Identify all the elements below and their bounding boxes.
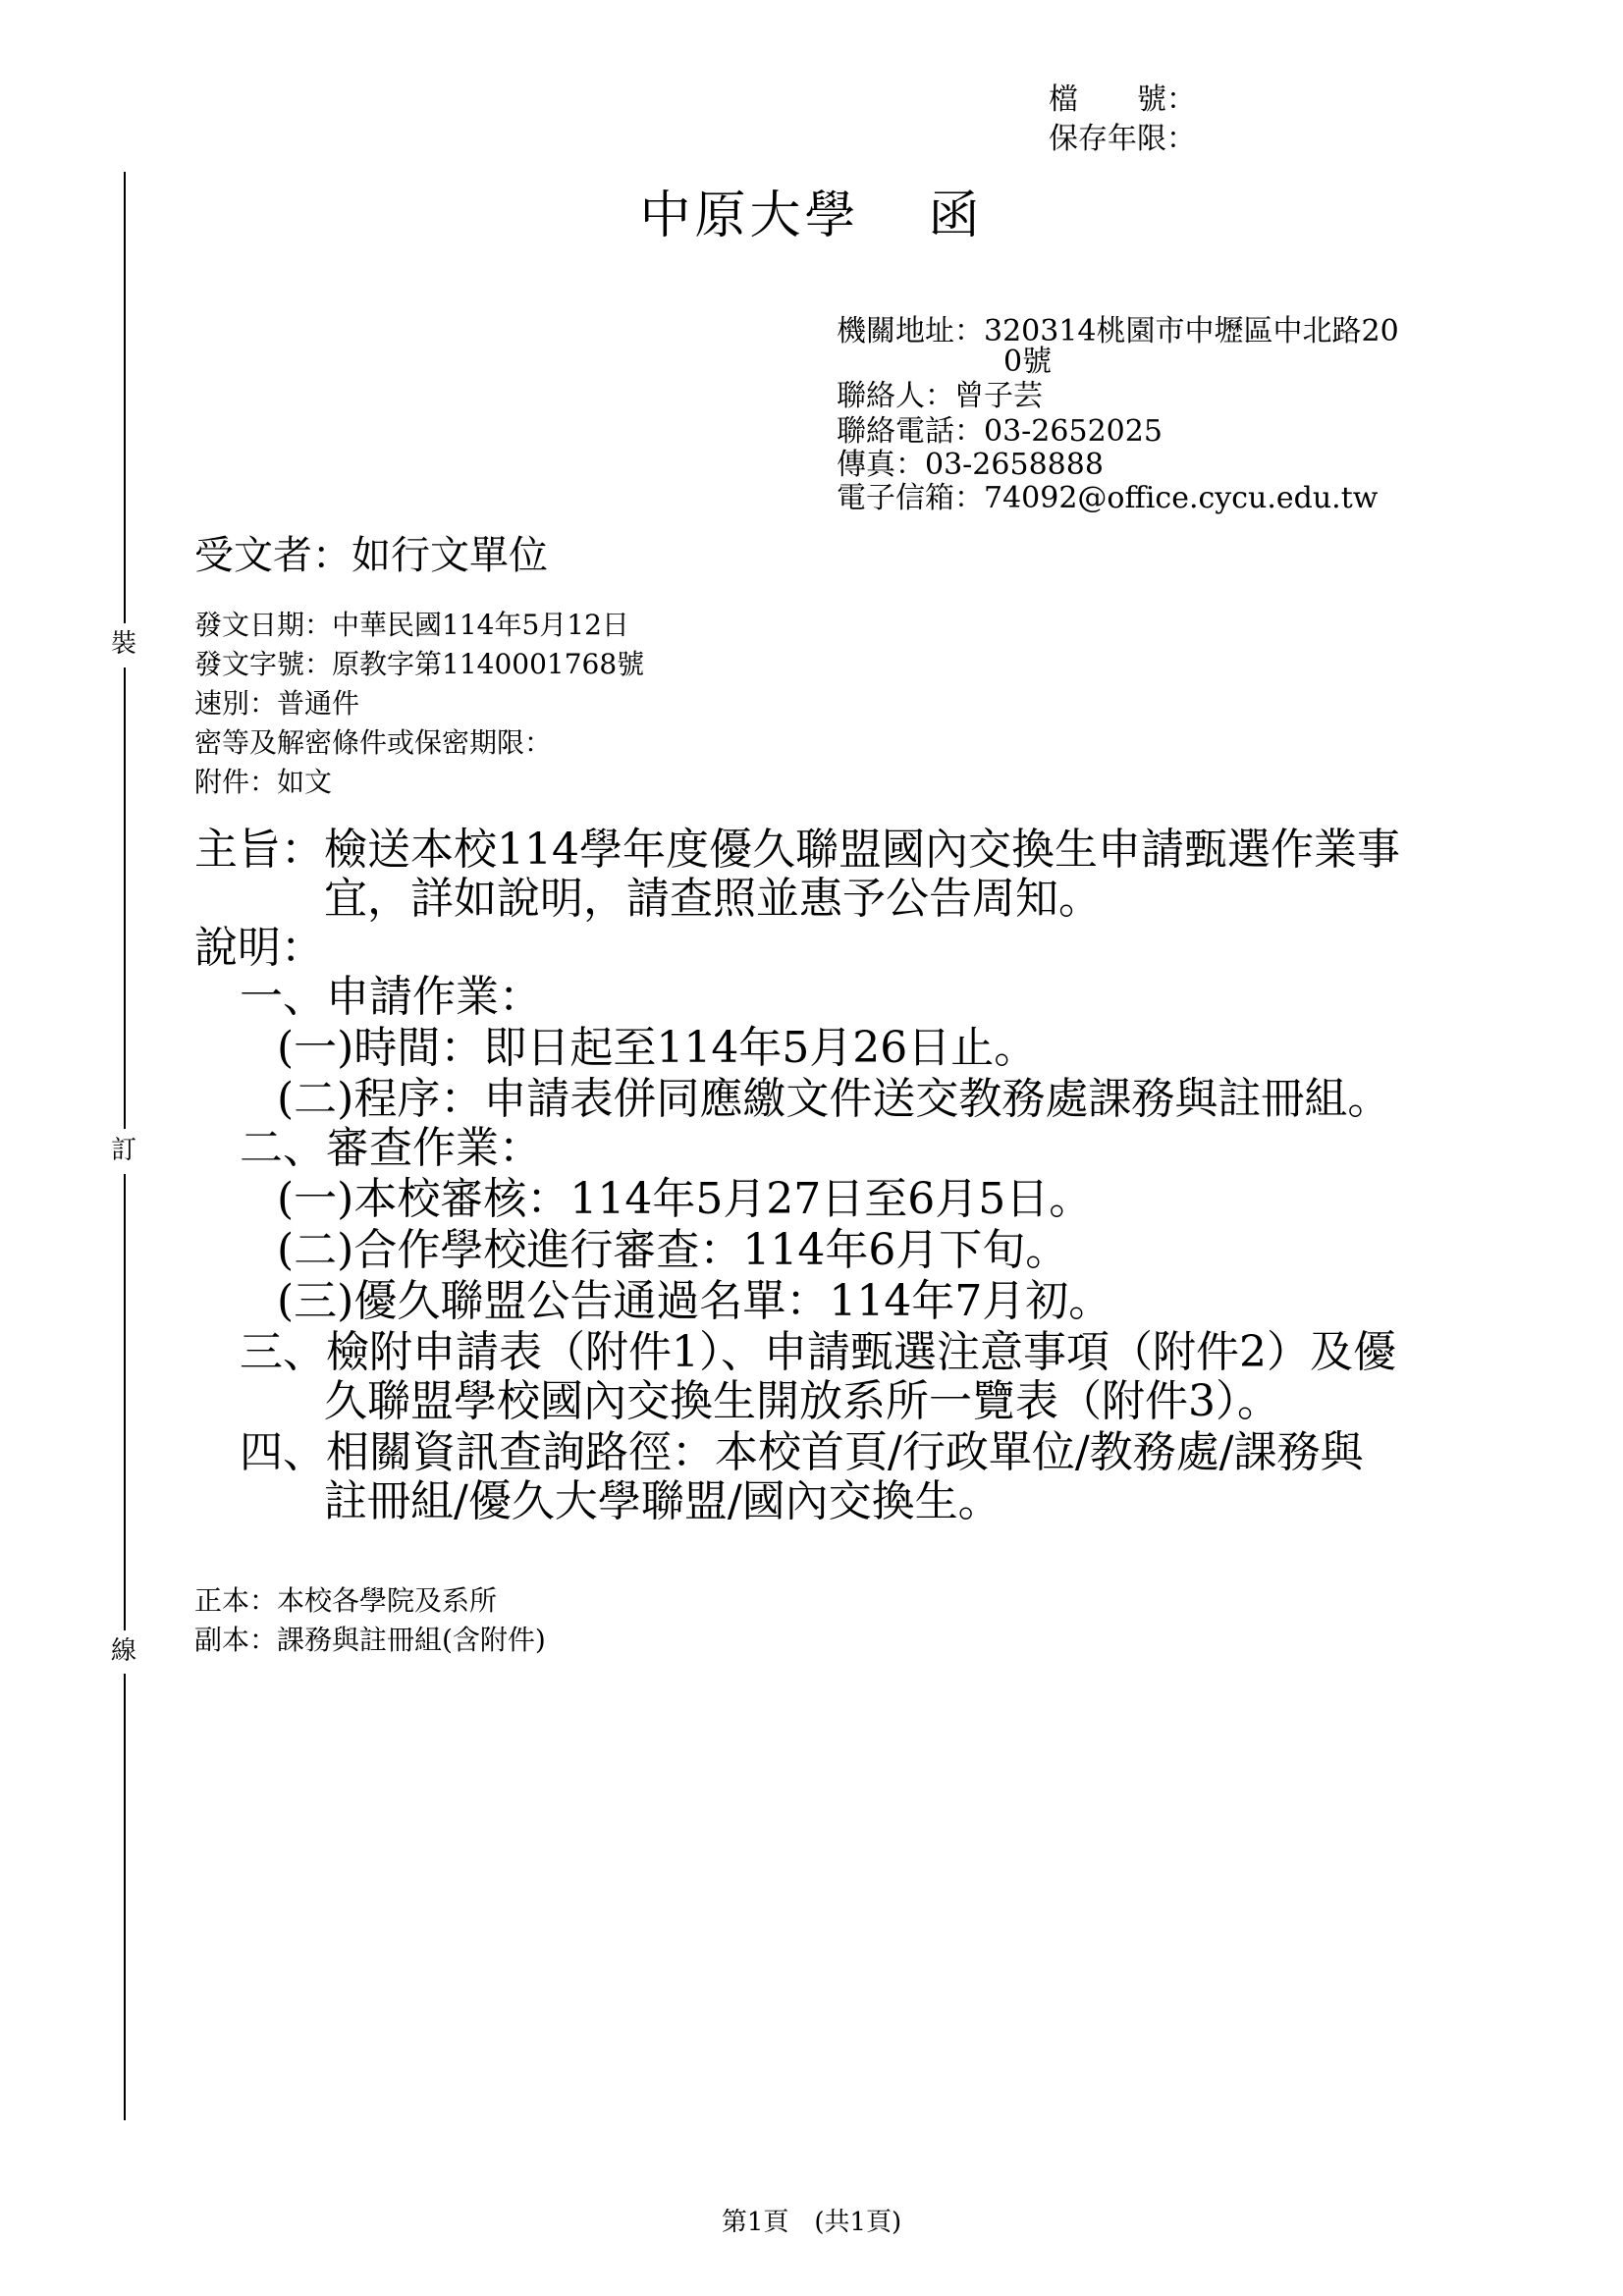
explanation-item-1-1: (一)時間：即日起至114年5月26日止。	[277, 1023, 1038, 1073]
recipient: 受文者：如行文單位	[194, 533, 548, 578]
explanation-item-2-2: (二)合作學校進行審查：114年6月下旬。	[277, 1225, 1069, 1275]
meta-speed: 速別：普通件	[194, 687, 360, 720]
retention-label: 保存年限：	[1049, 122, 1196, 156]
binding-line-low	[124, 1174, 126, 1630]
explanation-item-2-3: (三)優久聯盟公告通過名單：114年7月初。	[277, 1276, 1112, 1326]
explanation-item-2-1: (一)本校審核：114年5月27日至6月5日。	[277, 1174, 1093, 1224]
explanation-label: 說明：	[194, 923, 324, 973]
subject-line-1: 主旨：檢送本校114學年度優久聯盟國內交換生申請甄選作業事	[194, 825, 1400, 875]
contact-person: 聯絡人：曾子芸	[837, 379, 1043, 413]
binding-mark-ding: 訂	[108, 1135, 139, 1166]
explanation-item-4-line-2: 註冊組/優久大學聯盟/國內交換生。	[324, 1476, 1001, 1526]
meta-secrecy: 密等及解密條件或保密期限：	[194, 726, 553, 759]
contact-email: 電子信箱：74092@office.cycu.edu.tw	[837, 481, 1379, 515]
file-number-label: 檔 號：	[1049, 82, 1196, 117]
page-footer: 第1頁 (共1頁)	[721, 2208, 902, 2237]
binding-mark-xian: 線	[108, 1635, 139, 1667]
contact-address-1: 機關地址：320314桃園市中壢區中北路20	[837, 314, 1399, 348]
contact-phone: 聯絡電話：03-2652025	[837, 414, 1163, 449]
binding-mark-zhuang: 裝	[108, 628, 139, 660]
meta-attachment: 附件：如文	[194, 766, 333, 798]
binding-line-mid	[124, 667, 126, 1129]
contact-address-2: 0號	[1003, 345, 1053, 379]
explanation-item-1: 一、申請作業：	[240, 972, 542, 1022]
subject-line-2: 宜，詳如說明，請查照並惠予公告周知。	[324, 874, 1102, 924]
explanation-item-3-line-2: 久聯盟學校國內交換生開放系所一覽表（附件3）。	[324, 1376, 1280, 1426]
explanation-item-4-line-1: 四、相關資訊查詢路徑：本校首頁/行政單位/教務處/課務與	[240, 1427, 1364, 1477]
explanation-item-1-2: (二)程序：申請表併同應繳文件送交教務處課務與註冊組。	[277, 1074, 1391, 1124]
explanation-item-2: 二、審查作業：	[240, 1123, 542, 1173]
title-doc-type: 函	[928, 187, 984, 245]
distribution-original: 正本：本校各學院及系所	[194, 1584, 498, 1617]
distribution-copy: 副本：課務與註冊組(含附件)	[194, 1624, 546, 1656]
explanation-item-3-line-1: 三、檢附申請表（附件1）、申請甄選注意事項（附件2）及優	[240, 1327, 1396, 1377]
meta-date: 發文日期：中華民國114年5月12日	[194, 609, 629, 641]
meta-ref-no: 發文字號：原教字第1140001768號	[194, 648, 645, 680]
binding-line-bottom	[124, 1674, 126, 2120]
title-org: 中原大學	[639, 187, 860, 245]
contact-fax: 傳真：03-2658888	[837, 448, 1104, 482]
page-title	[0, 185, 1623, 247]
